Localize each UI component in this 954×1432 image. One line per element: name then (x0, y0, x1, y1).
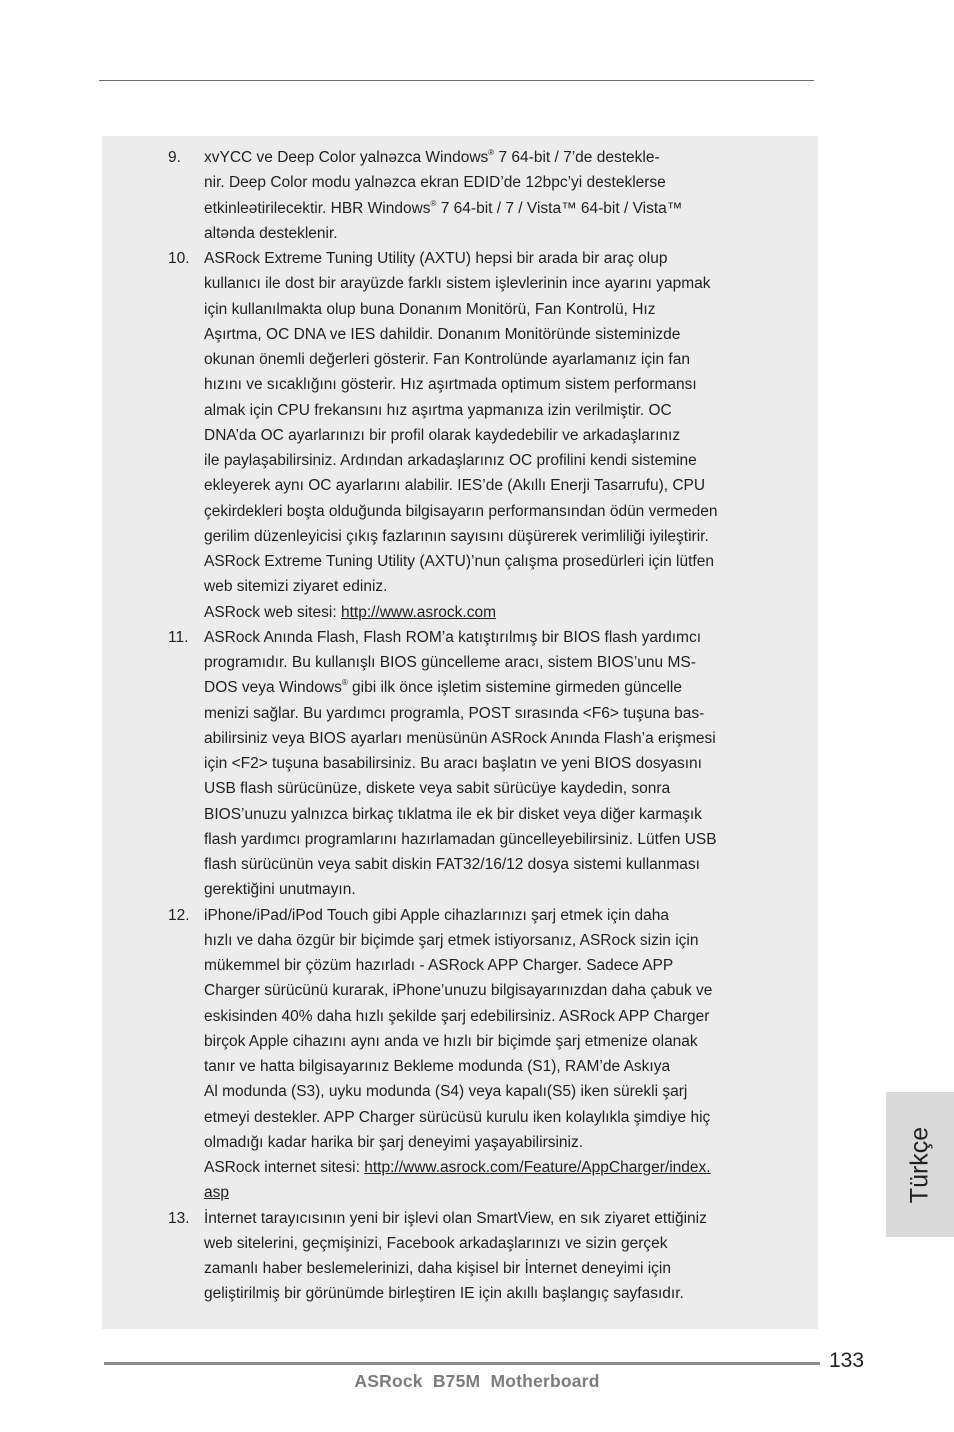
text-segment: çekirdekleri boşta olduğunda bilgisayarın performansından ödün vermeden (204, 502, 718, 520)
text-line (204, 928, 954, 953)
text-segment: ile paylaşabilirsiniz. Ardından arkadaşlarınız OC profilini kendi sistemine (204, 452, 697, 469)
text-segment: BIOS’unuzu yalnızca birkaç tıklatma ile ek bir disket veya diğer karmaşık (204, 805, 702, 823)
language-tab-label: Türkçe (905, 1126, 934, 1203)
text-segment: menizi sağlar. Bu yardımcı programla, POST sırasında <F6> tuşuna bas- (204, 704, 705, 722)
text-line (204, 978, 954, 1003)
text-segment: nir. Deep Color modu yalnəzca ekran EDID’de 12bpc’yi desteklerse (204, 174, 666, 192)
list-item (0, 145, 954, 246)
text-segment: İnternet tarayıcısının yeni bir işlevi olan SmartView, en sık ziyaret ettiğiniz (204, 1209, 707, 1227)
text-line (204, 1004, 954, 1029)
text-line (204, 423, 954, 448)
text-line (204, 372, 954, 397)
text-line (204, 499, 954, 524)
text-line (204, 852, 954, 877)
text-line (204, 675, 954, 700)
text-segment: 7 64-bit / 7’de destekle- (494, 149, 660, 166)
registered-mark: ® (341, 678, 348, 688)
text-segment: programıdır. Bu kullanışlı BIOS güncelleme aracı, sistem BIOS’unu MS- (204, 654, 696, 671)
text-line (204, 297, 954, 322)
text-line (204, 398, 954, 423)
text-segment: tanır ve hatta bilgisayarınız Bekleme modunda (S1), RAM’de Askıya (204, 1058, 671, 1075)
text-line (204, 170, 954, 195)
text-line (204, 196, 954, 221)
text-line (204, 1206, 954, 1231)
url-link[interactable]: asp (204, 1184, 229, 1202)
text-line (204, 877, 954, 902)
text-line (204, 802, 954, 827)
text-line (204, 625, 954, 650)
text-segment: flash yardımcı programlarını hazırlamadan güncelleyebilirsiniz. Lütfen USB (204, 830, 717, 848)
text-segment: DNA’da OC ayarlarınızı bir profil olarak kaydedebilir ve arkadaşlarınız (204, 426, 681, 444)
list-item (0, 246, 954, 625)
text-line (204, 1180, 954, 1205)
text-line (204, 524, 954, 549)
text-line (204, 574, 954, 599)
text-segment: 7 64-bit / 7 / Vista™ 64-bit / Vista™ (436, 199, 683, 217)
list-item-number: 9. (168, 149, 181, 166)
text-segment: USB flash sürücünüze, diskete veya sabit sürücüye kaydedin, sonra (204, 780, 671, 798)
text-segment: abilirsiniz veya BIOS ayarları menüsünün ASRock Anında Flash’a erişmesi (204, 729, 716, 747)
text-line (204, 1105, 954, 1130)
text-line (204, 145, 954, 170)
text-line (204, 221, 954, 246)
language-tab (886, 1092, 954, 1237)
text-line (204, 600, 954, 625)
text-line (204, 1231, 954, 1256)
text-segment: kullanıcı ile dost bir arayüzde farklı sistem işlevlerinin ince ayarını yapmak (204, 275, 711, 293)
text-segment: geliştirilmiş bir görünümde birleştiren IE için akıllı başlangıç sayfasıdır. (204, 1285, 684, 1303)
registered-mark: ® (488, 148, 495, 157)
text-line (204, 1079, 954, 1104)
text-line (204, 448, 954, 473)
text-segment: ASRock internet sitesi: (204, 1159, 365, 1176)
list-item-number: 11. (168, 628, 189, 646)
text-segment: iPhone/iPad/iPod Touch gibi Apple cihazlarınızı şarj etmek için daha (204, 906, 669, 924)
text-segment: gibi ilk önce işletim sistemine girmeden güncelle (347, 679, 682, 697)
text-line (204, 549, 954, 574)
list-item (0, 625, 954, 903)
list-item-number: 13. (168, 1209, 190, 1227)
numbered-list (0, 145, 954, 1307)
text-line (204, 473, 954, 498)
text-line (204, 1054, 954, 1079)
text-line (204, 246, 954, 271)
text-segment: için kullanılmakta olup buna Donanım Monitörü, Fan Kontrolü, Hız (204, 300, 656, 318)
text-segment: DOS veya Windows (204, 679, 342, 697)
text-line (204, 701, 954, 726)
list-item-number: 10. (168, 250, 190, 267)
text-segment: web sitemizi ziyaret ediniz. (204, 578, 388, 596)
text-segment: zamanlı haber beslemelerinizi, daha kişisel bir İnternet deneyimi için (204, 1260, 671, 1277)
text-segment: okunan önemli değerleri gösterir. Fan Kontrolünde ayarlamanız için fan (204, 351, 690, 368)
text-segment: Al modunda (S3), uyku modunda (S4) veya kapalı(S5) iken sürekli şarj (204, 1083, 688, 1101)
text-segment: gerilim düzenleyicisi çıkış fazlarının sayısını düşürerek verimliliği iyileştirir. (204, 527, 709, 545)
text-segment: hızını ve sıcaklığını gösterir. Hız aşırtmada optimum sistem performansı (204, 376, 697, 394)
text-segment: gerektiğini unutmayın. (204, 881, 356, 899)
text-line (204, 953, 954, 978)
text-line (204, 271, 954, 296)
text-segment: mükemmel bir çözüm hazırladı - ASRock APP Charger. Sadece APP (204, 957, 674, 974)
text-line (204, 751, 954, 776)
text-segment: ASRock Extreme Tuning Utility (AXTU) hepsi bir arada bir araç olup (204, 250, 668, 267)
registered-mark: ® (430, 198, 437, 208)
text-segment: ASRock Extreme Tuning Utility (AXTU)’nun çalışma prosedürleri için lütfen (204, 553, 714, 570)
text-segment: xvYCC ve Deep Color yalnəzca Windows (204, 149, 489, 166)
text-segment: hızlı ve daha özgür bir biçimde şarj etmek istiyorsanız, ASRock sizin için (204, 931, 699, 949)
text-segment: birçok Apple cihazını aynı anda ve hızlı bir biçimde şarj etmenize olanak (204, 1032, 698, 1050)
text-segment: olmadığı kadar harika bir şarj deneyimi yaşayabilirsiniz. (204, 1133, 584, 1151)
text-segment: Aşırtma, OC DNA ve IES dahildir. Donanım Monitöründe sisteminizde (204, 325, 681, 343)
text-segment: ASRock Anında Flash, Flash ROM’a katıştırılmış bir BIOS flash yardımcı (204, 628, 702, 646)
text-line (204, 347, 954, 372)
text-line (204, 1281, 954, 1306)
text-segment: altənda desteklenir. (204, 224, 338, 242)
text-line (204, 322, 954, 347)
text-segment: flash sürücünün veya sabit diskin FAT32/16/12 dosya sistemi kullanması (204, 856, 700, 873)
text-line (204, 1256, 954, 1281)
url-link[interactable]: http://www.asrock.com/Feature/AppCharger/index. (364, 1159, 711, 1176)
text-segment: ekleyerek aynı OC ayarlarını alabilir. IES’de (Akıllı Enerji Tasarrufu), CPU (204, 477, 706, 495)
text-segment: için <F2> tuşuna basabilirsiniz. Bu aracı başlatın ve yeni BIOS dosyasını (204, 755, 702, 772)
text-segment: almak için CPU frekansını hız aşırtma yapmanıza izin verilmiştir. OC (204, 401, 672, 419)
list-item (0, 1206, 954, 1307)
text-segment: Charger sürücünü kurarak, iPhone’unuzu bilgisayarınızdan daha çabuk ve (204, 982, 713, 1000)
page-number: 133 (829, 1349, 865, 1372)
top-rule (99, 80, 814, 81)
list-item-number: 12. (168, 906, 190, 924)
text-segment: eskisinden 40% daha hızlı şekilde şarj edebilirsiniz. ASRock APP Charger (204, 1007, 710, 1025)
text-line (204, 1029, 954, 1054)
text-segment: ASRock web sitesi: (204, 603, 341, 621)
bottom-rule (104, 1362, 820, 1365)
text-line (204, 650, 954, 675)
text-line (204, 1130, 954, 1155)
list-item (0, 903, 954, 1206)
text-line (204, 776, 954, 801)
text-line (204, 726, 954, 751)
text-segment: etkinleətirilecektir. HBR Windows (204, 199, 431, 217)
text-line (204, 827, 954, 852)
text-line (204, 1155, 954, 1180)
text-line (204, 903, 954, 928)
text-segment: web sitelerini, geçmişinizi, Facebook arkadaşlarınızı ve sizin gerçek (204, 1234, 668, 1252)
footer-title: ASRock B75M Motherboard (354, 1371, 600, 1391)
text-segment: etmeyi destekler. APP Charger sürücüsü kurulu iken kolaylıkla şimdiye hiç (204, 1108, 711, 1126)
url-link[interactable]: http://www.asrock.com (340, 603, 497, 621)
